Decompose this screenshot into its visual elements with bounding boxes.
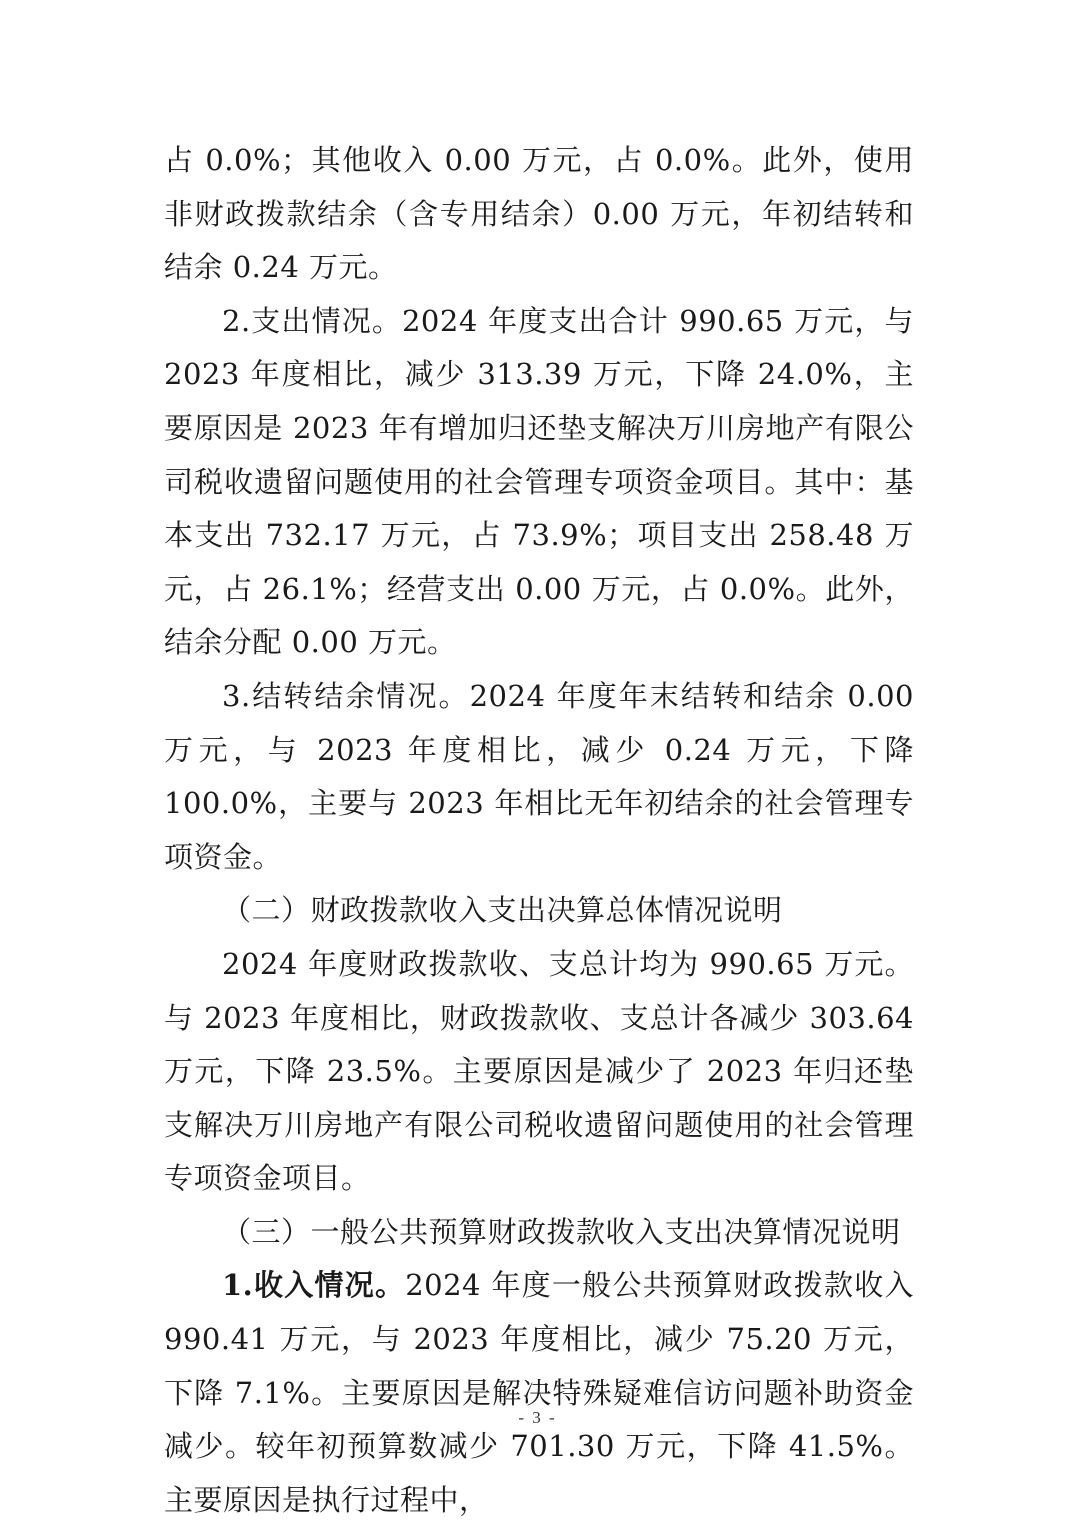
paragraph-text: 2.支出情况。2024 年度支出合计 990.65 万元，与 2023 年度相比，减少 313.39 万元，下降 24.0%，主要原因是 2023 年有增加归还垫支解决万川房地产有限公司税收遗留问题使用的社会管理专项资金项目。其中：基本支出 732.17 万元，占 73.9%；项目支出 258.48 万元，占 26.1%；经营支出 0.00 万元，占 0.0%。此外，结余分配 0.00 万元。: [164, 303, 914, 660]
paragraph-text: 2024 年度财政拨款收、支总计均为 990.65 万元。与 2023 年度相比，财政拨款收、支总计各减少 303.64 万元，下降 23.5%。主要原因是减少了 2023 年归还垫支解决万川房地产有限公司税收遗留问题使用的社会管理专项资金项目。: [164, 946, 914, 1196]
paragraph-general-income: [164, 1259, 914, 1527]
section-heading-general-budget: [164, 1206, 914, 1260]
paragraph-income-continuation: [164, 134, 914, 295]
paragraph-lead: 1.收入情况。: [222, 1268, 406, 1303]
heading-text: （三）一般公共预算财政拨款收入支出决算情况说明: [222, 1214, 901, 1249]
body-text: [164, 134, 914, 1527]
page-number: - 3 -: [518, 1408, 557, 1427]
paragraph-fiscal-total: [164, 938, 914, 1206]
paragraph-text: 3.结转结余情况。2024 年度年末结转和结余 0.00 万元，与 2023 年度相比，减少 0.24 万元，下降 100.0%，主要与 2023 年相比无年初结余的社会管理专项资金。: [164, 678, 914, 874]
heading-text: （二）财政拨款收入支出决算总体情况说明: [222, 893, 783, 928]
paragraph-carryover: [164, 670, 914, 884]
section-heading-fiscal-overview: [164, 884, 914, 938]
paragraph-text: 占 0.0%；其他收入 0.00 万元，占 0.0%。此外，使用非财政拨款结余（含专用结余）0.00 万元，年初结转和结余 0.24 万元。: [164, 143, 914, 285]
paragraph-text: 2024 年度一般公共预算财政拨款收入 990.41 万元，与 2023 年度相比，减少 75.20 万元，下降 7.1%。主要原因是解决特殊疑难信访问题补助资金减少。较年初预算数减少 701.30 万元，下降 41.5%。主要原因是执行过程中，: [164, 1268, 914, 1517]
paragraph-expenditure: [164, 295, 914, 670]
